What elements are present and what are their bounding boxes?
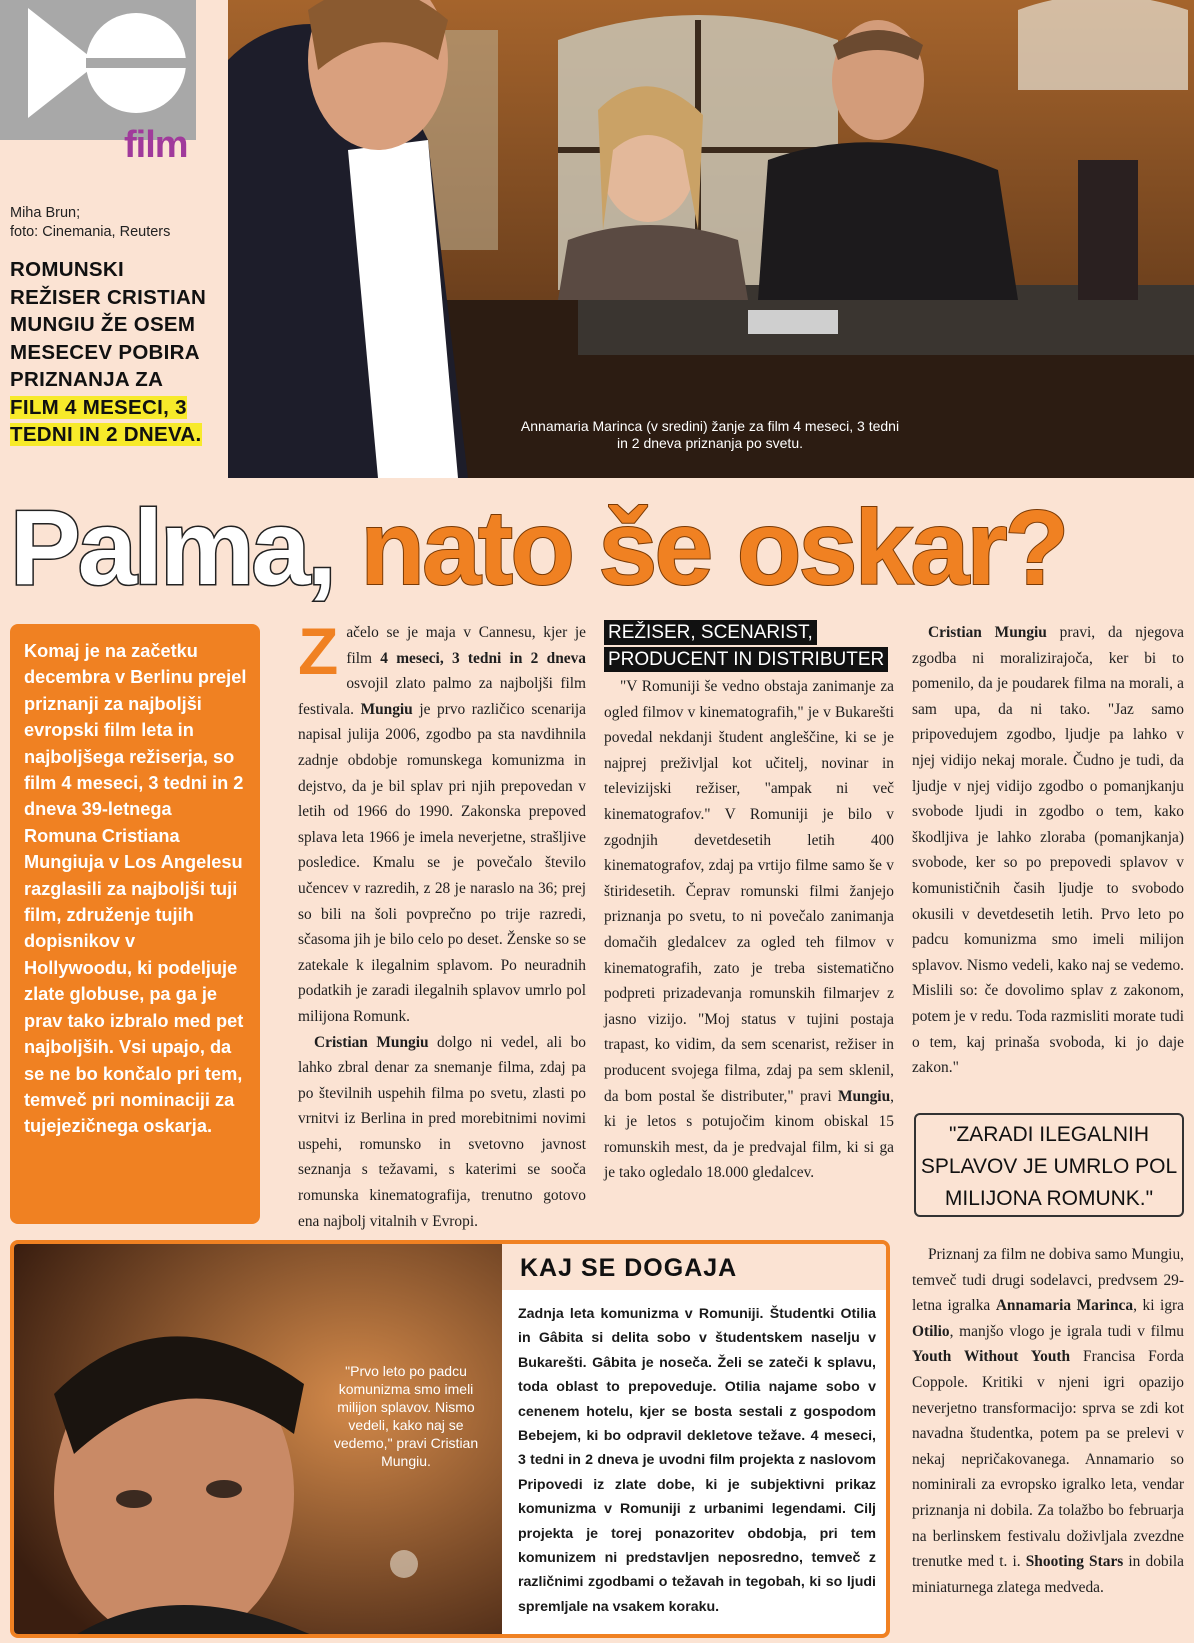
- col1-text-a: ačelo se je maja v Cannesu, kjer je film: [346, 624, 586, 667]
- headline: [10, 482, 1194, 614]
- col1-p2-text: dolgo ni vedel, ali bo lahko zbral denar za snemanje filma, zdaj pa po številnih uspehih filma po svetu, zlasti po vrnitvi iz Berlina in pred morebitnimi novimi uspehi, romunsko in svetovno javnost seznanja s težavami, s katerimi se sooča romunska kinematografija, trenutno gotovo ena najbolj vitalnih v Evropi.: [298, 1033, 586, 1230]
- col1-text-e: je prvo različico scenarija napisal julija 2006, zgodbo pa sta navdihnila zadnje obdobje romunskega komunizma in dejstvo, da je bil splav pri njih prepovedan v letih od 1966 do 1990. Zakonska prepoved splava leta 1966 je imela neverjetne, strašljive posledice. Kmalu se je povečalo število učencev v razredih, z 28 je naraslo na 36; prej so bili na šoli povprečno po trije razredi, sčasoma jih je bilo celo po deset. Ženske so se zatekale k ilegalnim splavom. Po neuradnih podatkih je zaradi ilegalnih splavov umrlo pol milijona Romunk.: [298, 700, 587, 1025]
- section-label: film: [124, 124, 188, 166]
- headline-part1: Palma,: [10, 489, 334, 607]
- col4-text-c: , ki igra: [1133, 1297, 1184, 1315]
- pull-quote: "ZARADI ILEGALNIH SPLAVOV JE UMRLO POL MILIJONA ROMUNK.": [914, 1113, 1184, 1217]
- col2-text-a: "V Romuniji še vedno obstaja zanimanje za ogled filmov v kinematografih," je v Bukarešti povedal nekdanji študent angleščine, ki se je najprej preživljal kot učitelj, novinar in televizijski režiser, "ampak ni več kinematografov." V Romuniji je bilo v zgodnjih devetdesetih letih 400 kinematografov, zdaj pa vrtijo filme samo še v štiridesetih. Čeprav romunski filmi žanjejo priznanja po svetu, to ni povečalo zanimanja domačih gledalcev za ogled teh filmov v kinematografih, zato je treba sistematično podpreti prizadevanja romunskih filmarjev z jasno vizijo. "Moj status v tujini postaja trapast, ko vidim, da sem scenarist, režiser in producent svojega filma, zdaj pa sem sklenil, da bom postal še distributer," pravi: [604, 678, 894, 1105]
- article-column-3: [912, 620, 1184, 1081]
- intro-sidebar-text: Komaj je na začetku decembra v Berlinu prejel priznanji za najboljši evropski film leta in najboljšega režiserja, so film 4 meseci, 3 tedni in 2 dneva 39-letnega Romuna Cristiana Mungiuja v Los Angelesu razglasili za najboljši tuji film, združenje tujih dopisnikov v Hollywoodu, ki podeljuje zlate globuse, pa ga je prav tako izbralo med pet najboljših. Vsi upajo, da se ne bo končalo pri tem, temveč pri nominaciji za tujejezičnega oskarja.: [24, 641, 247, 1137]
- col4-award: Shooting Stars: [1025, 1553, 1124, 1571]
- col2-text-c: , ki je letos s potujočim kinom obiskal 15 romunskih mest, da je predvajal film, ki si ga je tako ogledalo 18.000 gledalcev.: [604, 1087, 894, 1182]
- col4-film: Youth Without Youth: [912, 1348, 1071, 1366]
- col4-text-g: Francisa Forda Coppole. Kritiki v njeni igri opazijo neverjetno transformacijo: sprva se zdi kot navadna študentka, potem pa se prelevi v nekaj nepričakovanega. Annamario so nominirali za evropsko igralko leta, vendar priznanja ni dobila. Za tolažbo bo februarja na berlinskem festivalu doživljala zvezdne trenutke med t. i.: [912, 1348, 1184, 1571]
- dropcap: Z: [298, 614, 339, 688]
- portrait-caption: "Prvo leto po padcu komunizma smo imeli milijon splavov. Nismo vedeli, kako naj se vedemo," pravi Cristian Mungiu.: [333, 1363, 479, 1469]
- byline: [10, 204, 200, 242]
- hero-caption-line2: in 2 dneva priznanja po svetu.: [616, 435, 803, 451]
- intro-sidebar: [10, 624, 260, 1224]
- deck-highlight: FILM 4 MESECI, 3 TEDNI IN 2 DNEVA.: [10, 395, 202, 446]
- col4-actress: Annamaria Marinca: [995, 1297, 1134, 1315]
- hero-caption-line1: Annamaria Marinca (v sredini) žanje za film 4 meseci, 3 tedni: [520, 418, 900, 434]
- section-logo: [0, 0, 196, 140]
- col1-text-c: osvojil zlato palmo za najboljši film festivala.: [298, 675, 586, 718]
- subhead-line1: REŽISER, SCENARIST,: [604, 620, 817, 645]
- deck-text: ROMUNSKI REŽISER CRISTIAN MUNGIU ŽE OSEM MESECEV POBIRA PRIZNANJA ZA: [10, 258, 207, 391]
- hero-photo: [228, 0, 1194, 478]
- hero-photo-illustration: [228, 0, 1194, 478]
- article-column-1: [298, 614, 587, 1234]
- synopsis-text: Zadnja leta komunizma v Romuniji. Študentki Otilia in Gâbita si delita sobo v študentskem naselju v Bukarešti. Gâbita je noseča. Želi se zateči k splavu, toda oblast to prepoveduje. Otilia najame sobo v cenenem hotelu, kjer se bosta sestali z gospodom Bebejem, ki bo odpravil dekletove težave. 4 meseci, 3 tedni in 2 dneva je uvodni film projekta z naslovom Pripovedi iz zlate dobe, ki je subjektivni prikaz komunizma v Romuniji z urbanimi legendami. Cilj projekta je torej ponazoritev obdobja, pri tem komunizem ni predstavljen neposredno, temveč z različnimi zgodbami o težavah in tegobah, ki so ljudi spremljale na vsakem koraku.: [518, 1306, 876, 1615]
- col4-text-i: in dobila miniaturnega zlatega medveda.: [912, 1553, 1184, 1596]
- col3-text: pravi, da njegova zgodba ni moralizirajoča, ker bi to pomenilo, da je poudarek filma na morali, a sam upa, da ni tako. "Jaz samo pripovedujem zgodbo, ljudje pa lahko v njej vidijo nekaj morale. Čudno je tudi, da ljudje v njej vidijo zgodbo o pomanjkanju svobode ljudi in zgodbo o tem, kako škodljiva je lahko zloraba (pomanjkanja) svobode, ker so po prepovedi splavov v komunističnih časih ljudje to svobodo okusili v devetdesetih letih. Prvo leto po padcu komunizma smo imeli milijon splavov. Nismo vedeli, kako naj se vedemo. Mislili so: če dovolimo splav z zakonom, potem je v redu. Toda razmisliti morate tudi o tem, kaj prinaša svoboda, ki jo daje zakon.": [912, 624, 1184, 1077]
- col1-p2-name: Cristian Mungiu: [314, 1033, 429, 1051]
- byline-photo-credit: foto: Cinemania, Reuters: [10, 224, 171, 240]
- byline-author: Miha Brun;: [10, 205, 81, 221]
- article-column-2: [604, 620, 894, 1186]
- article-column-4: [912, 1242, 1184, 1600]
- col3-name: Cristian Mungiu: [928, 624, 1047, 641]
- article-deck: [10, 256, 210, 449]
- col1-name: Mungiu: [360, 700, 413, 718]
- hero-caption: [490, 418, 930, 452]
- subhead-line2: PRODUCENT IN DISTRIBUTER: [604, 647, 888, 672]
- col4-text-e: , manjšo vlogo je igrala tudi v filmu: [949, 1322, 1184, 1340]
- headline-part2: nato še oskar?: [360, 489, 1067, 607]
- col1-film-title: 4 meseci, 3 tedni in 2 dneva: [380, 649, 586, 667]
- synopsis-title: KAJ SE DOGAJA: [502, 1244, 888, 1290]
- synopsis-box: [10, 1240, 890, 1638]
- col4-text-a: Priznanj za film ne dobiva samo Mungiu, temveč tudi drugi sodelavci, predvsem 29-letna igralka: [912, 1246, 1184, 1315]
- col2-name: Mungiu: [837, 1087, 891, 1105]
- col4-role: Otilio: [912, 1322, 950, 1340]
- logo-graphic: [28, 8, 188, 118]
